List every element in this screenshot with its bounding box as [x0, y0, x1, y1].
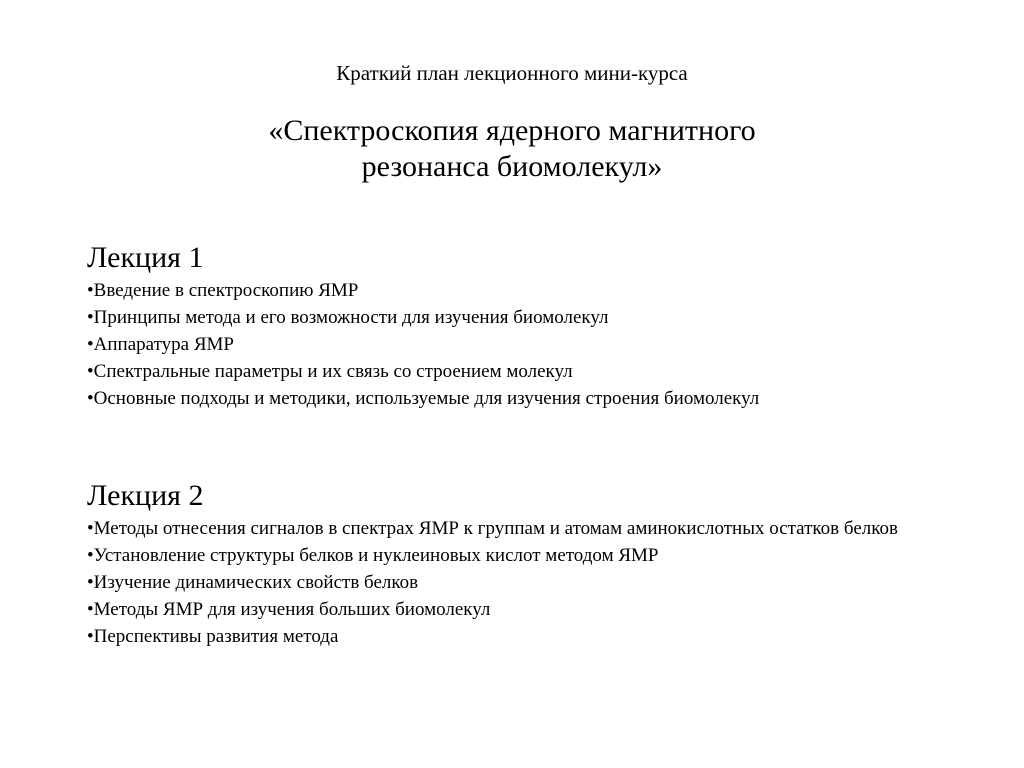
lecture-2-heading: Лекция 2: [87, 479, 204, 512]
list-item: •Методы отнесения сигналов в спектрах ЯМР к группам и атомам аминокислотных остатков белков: [87, 518, 898, 539]
lecture-1-section: [87, 239, 947, 412]
lecture-1-topic-list: [87, 277, 947, 412]
lecture-2-topic-list: [87, 515, 947, 650]
course-subtitle: Краткий план лекционного мини-курса: [336, 61, 688, 85]
list-item: •Основные подходы и методики, используемые для изучения строения биомолекул: [87, 388, 760, 409]
course-title-line-1: «Спектроскопия ядерного магнитного: [268, 114, 756, 147]
list-item: •Принципы метода и его возможности для изучения биомолекул: [87, 307, 609, 328]
lecture-2-section: [87, 477, 947, 650]
list-item: •Установление структуры белков и нуклеиновых кислот методом ЯМР: [87, 545, 659, 566]
lecture-1-heading: Лекция 1: [87, 241, 204, 274]
list-item: •Аппаратура ЯМР: [87, 334, 234, 355]
course-title-line-2: резонанса биомолекул»: [361, 150, 663, 183]
list-item: •Введение в спектроскопию ЯМР: [87, 280, 359, 301]
list-item: •Изучение динамических свойств белков: [87, 572, 419, 593]
course-title: [0, 113, 1024, 185]
list-item: •Перспективы развития метода: [87, 626, 339, 647]
list-item: •Методы ЯМР для изучения больших биомолекул: [87, 599, 491, 620]
list-item: •Спектральные параметры и их связь со строением молекул: [87, 361, 573, 382]
